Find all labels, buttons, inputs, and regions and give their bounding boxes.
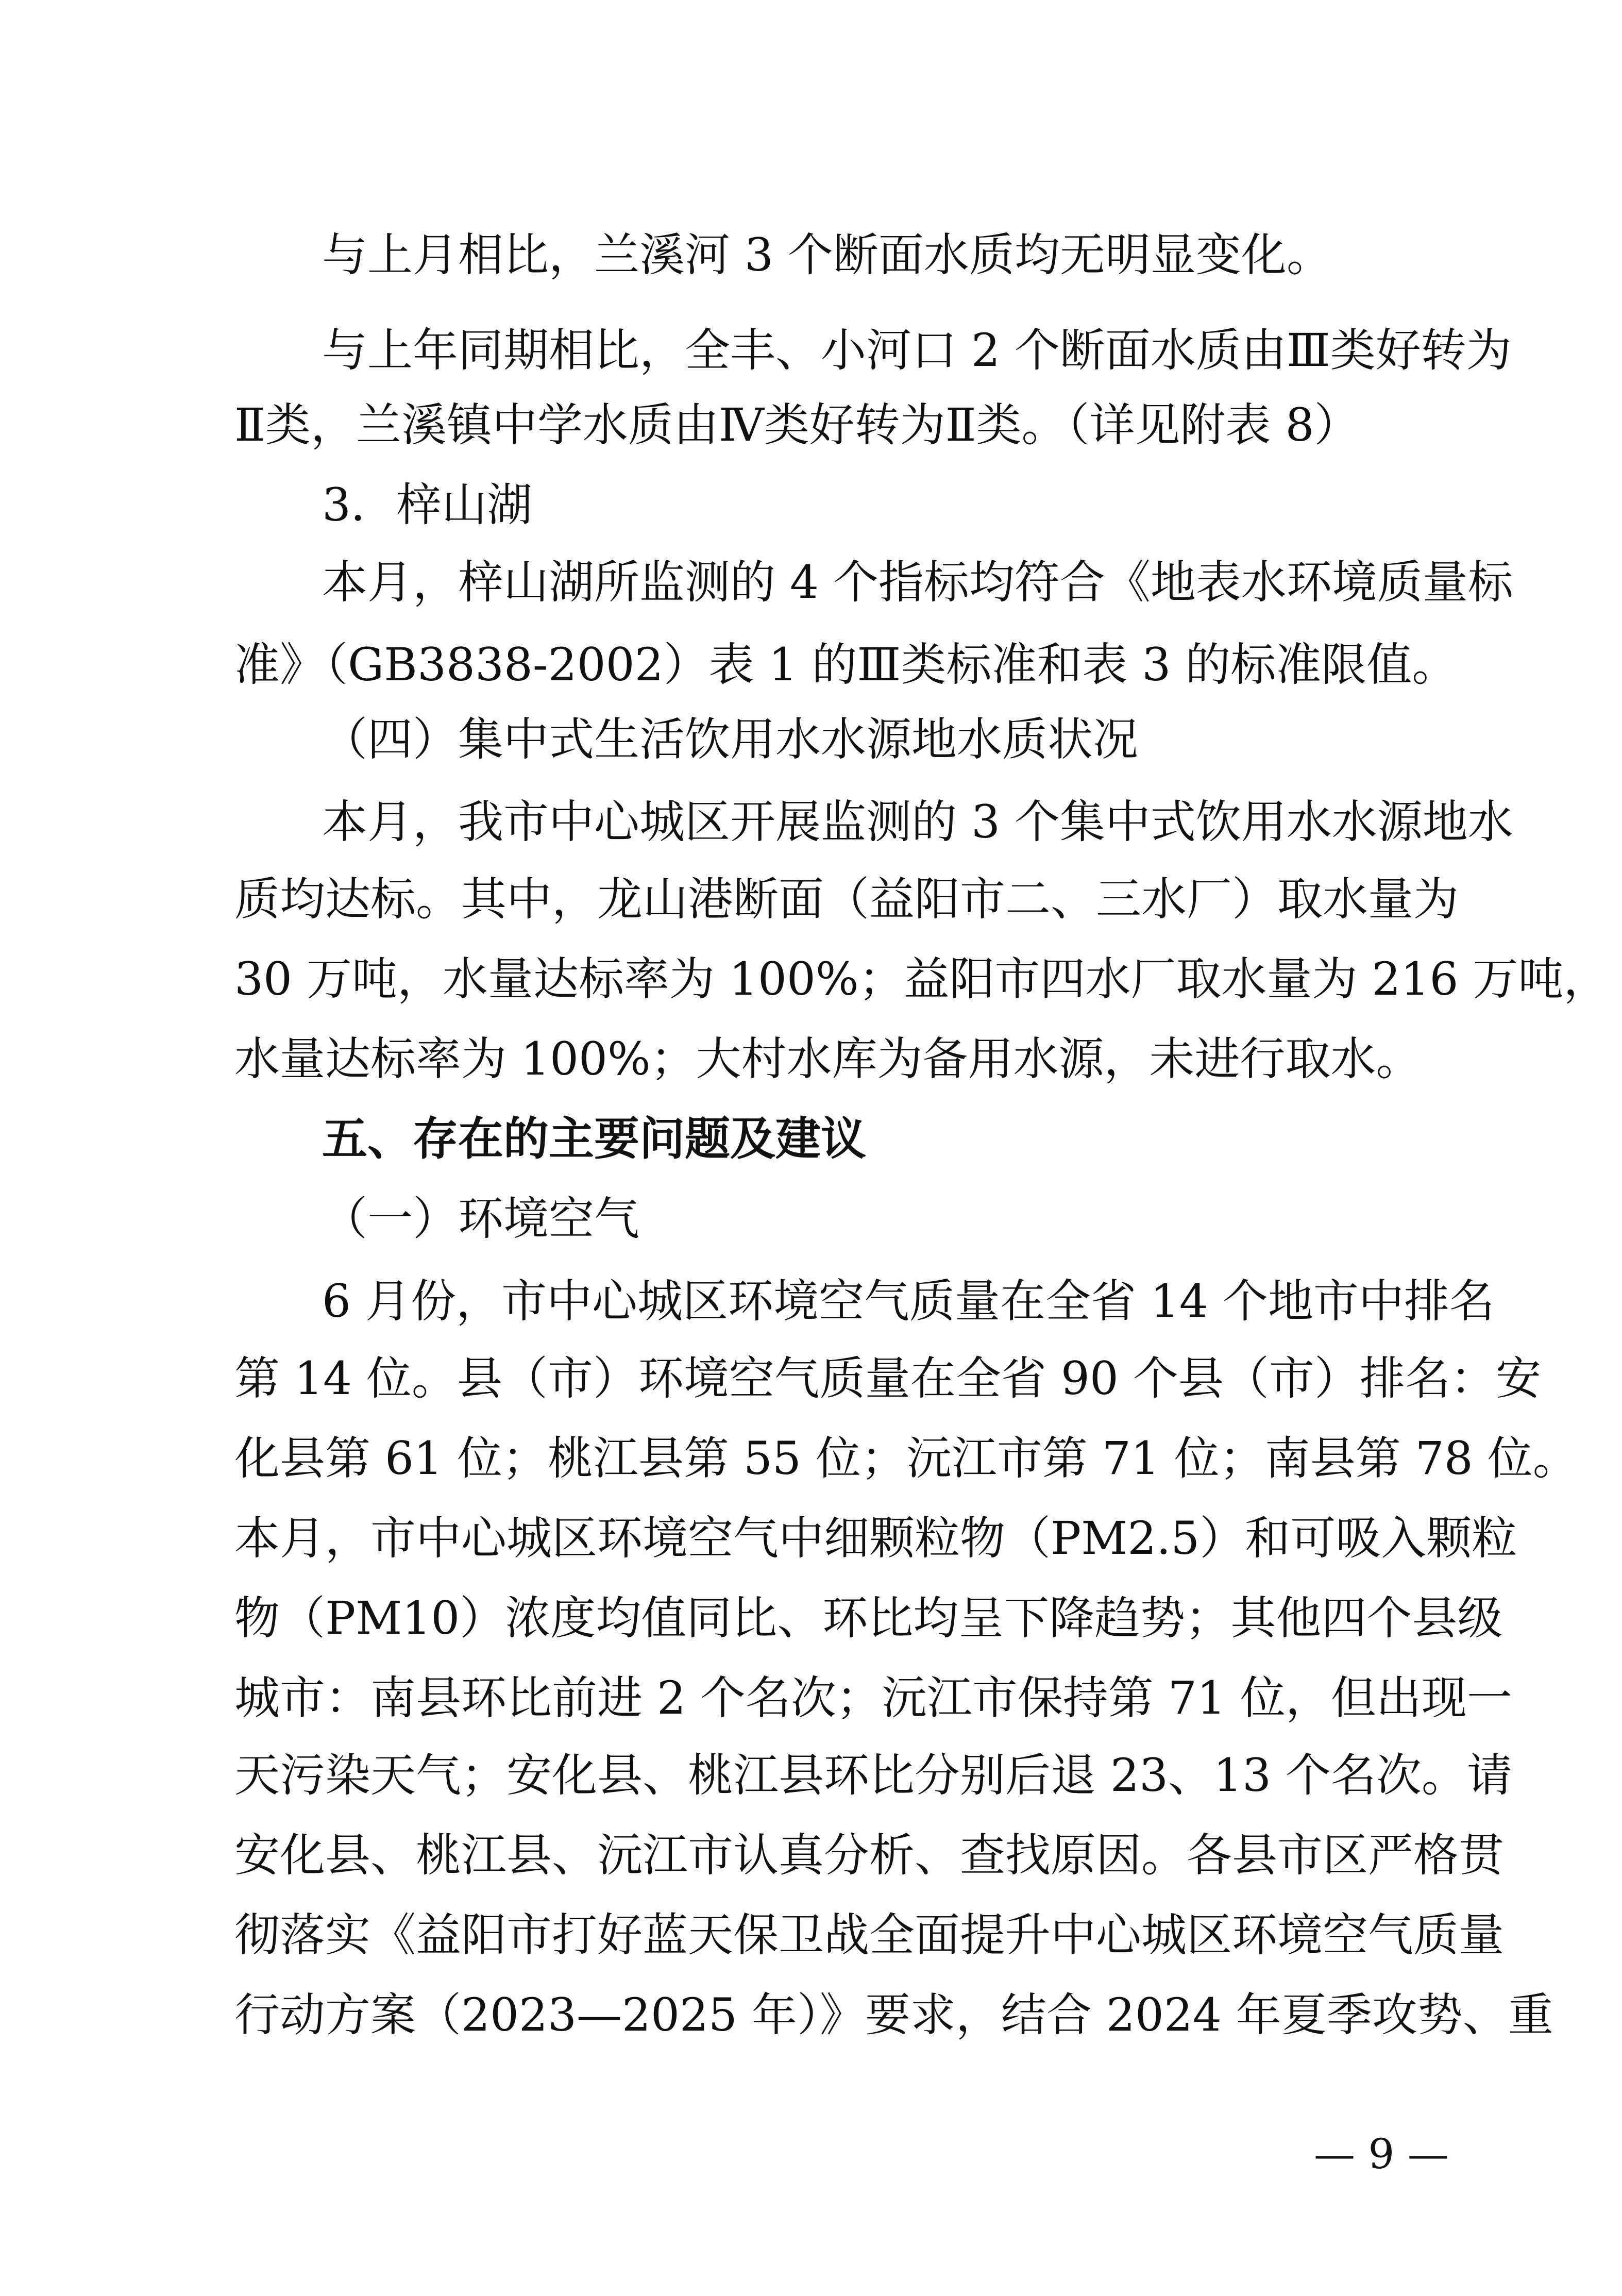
text-line: 物（PM10）浓度均值同比、环比均呈下降趋势；其他四个县级 (234, 1591, 1503, 1645)
text-line: 本月，市中心城区环境空气中细颗粒物（PM2.5）和可吸入颗粒 (234, 1512, 1517, 1565)
page-number: — 9 — (1314, 2130, 1449, 2178)
text-line: 彻落实《益阳市打好蓝天保卫战全面提升中心城区环境空气质量 (234, 1908, 1505, 1962)
text-line: 化县第 61 位；桃江县第 55 位；沅江市第 71 位；南县第 78 位。 (234, 1432, 1578, 1485)
text-line: 城市：南县环比前进 2 个名次；沅江市保持第 71 位，但出现一 (234, 1671, 1512, 1724)
text-line: 行动方案（2023—2025 年）》要求，结合 2024 年夏季攻势、重 (234, 1988, 1553, 2041)
chapter-heading: 五、存在的主要问题及建议 (322, 1112, 867, 1165)
text-line: Ⅱ类，兰溪镇中学水质由Ⅳ类好转为Ⅱ类。（详见附表 8） (234, 398, 1360, 451)
text-line: 水量达标率为 100%；大村水库为备用水源，未进行取水。 (234, 1032, 1422, 1085)
text-line: 与上月相比，兰溪河 3 个断面水质均无明显变化。 (322, 228, 1332, 281)
text-line: 安化县、桃江县、沅江市认真分析、查找原因。各县市区严格贯 (234, 1829, 1505, 1882)
text-line: 质均达标。其中，龙山港断面（益阳市二、三水厂）取水量为 (234, 873, 1459, 926)
text-line: 准》（GB3838-2002）表 1 的Ⅲ类标准和表 3 的标准限值。 (234, 638, 1458, 691)
text-line: 天污染天气；安化县、桃江县环比分别后退 23、13 个名次。请 (234, 1749, 1512, 1802)
text-line: 与上年同期相比，全丰、小河口 2 个断面水质由Ⅲ类好转为 (322, 324, 1512, 377)
section-heading: （四）集中式生活饮用水水源地水质状况 (322, 713, 1139, 766)
section-heading: 3．梓山湖 (322, 478, 532, 531)
section-heading: （一）环境空气 (322, 1192, 640, 1245)
text-line: 本月，梓山湖所监测的 4 个指标均符合《地表水环境质量标 (322, 556, 1513, 609)
text-line: 第 14 位。县（市）环境空气质量在全省 90 个县（市）排名：安 (234, 1352, 1541, 1405)
text-line: 30 万吨，水量达标率为 100%；益阳市四水厂取水量为 216 万吨， (234, 952, 1609, 1005)
text-line: 本月，我市中心城区开展监测的 3 个集中式饮用水水源地水 (322, 795, 1513, 848)
text-line: 6 月份，市中心城区环境空气质量在全省 14 个地市中排名 (322, 1275, 1495, 1328)
